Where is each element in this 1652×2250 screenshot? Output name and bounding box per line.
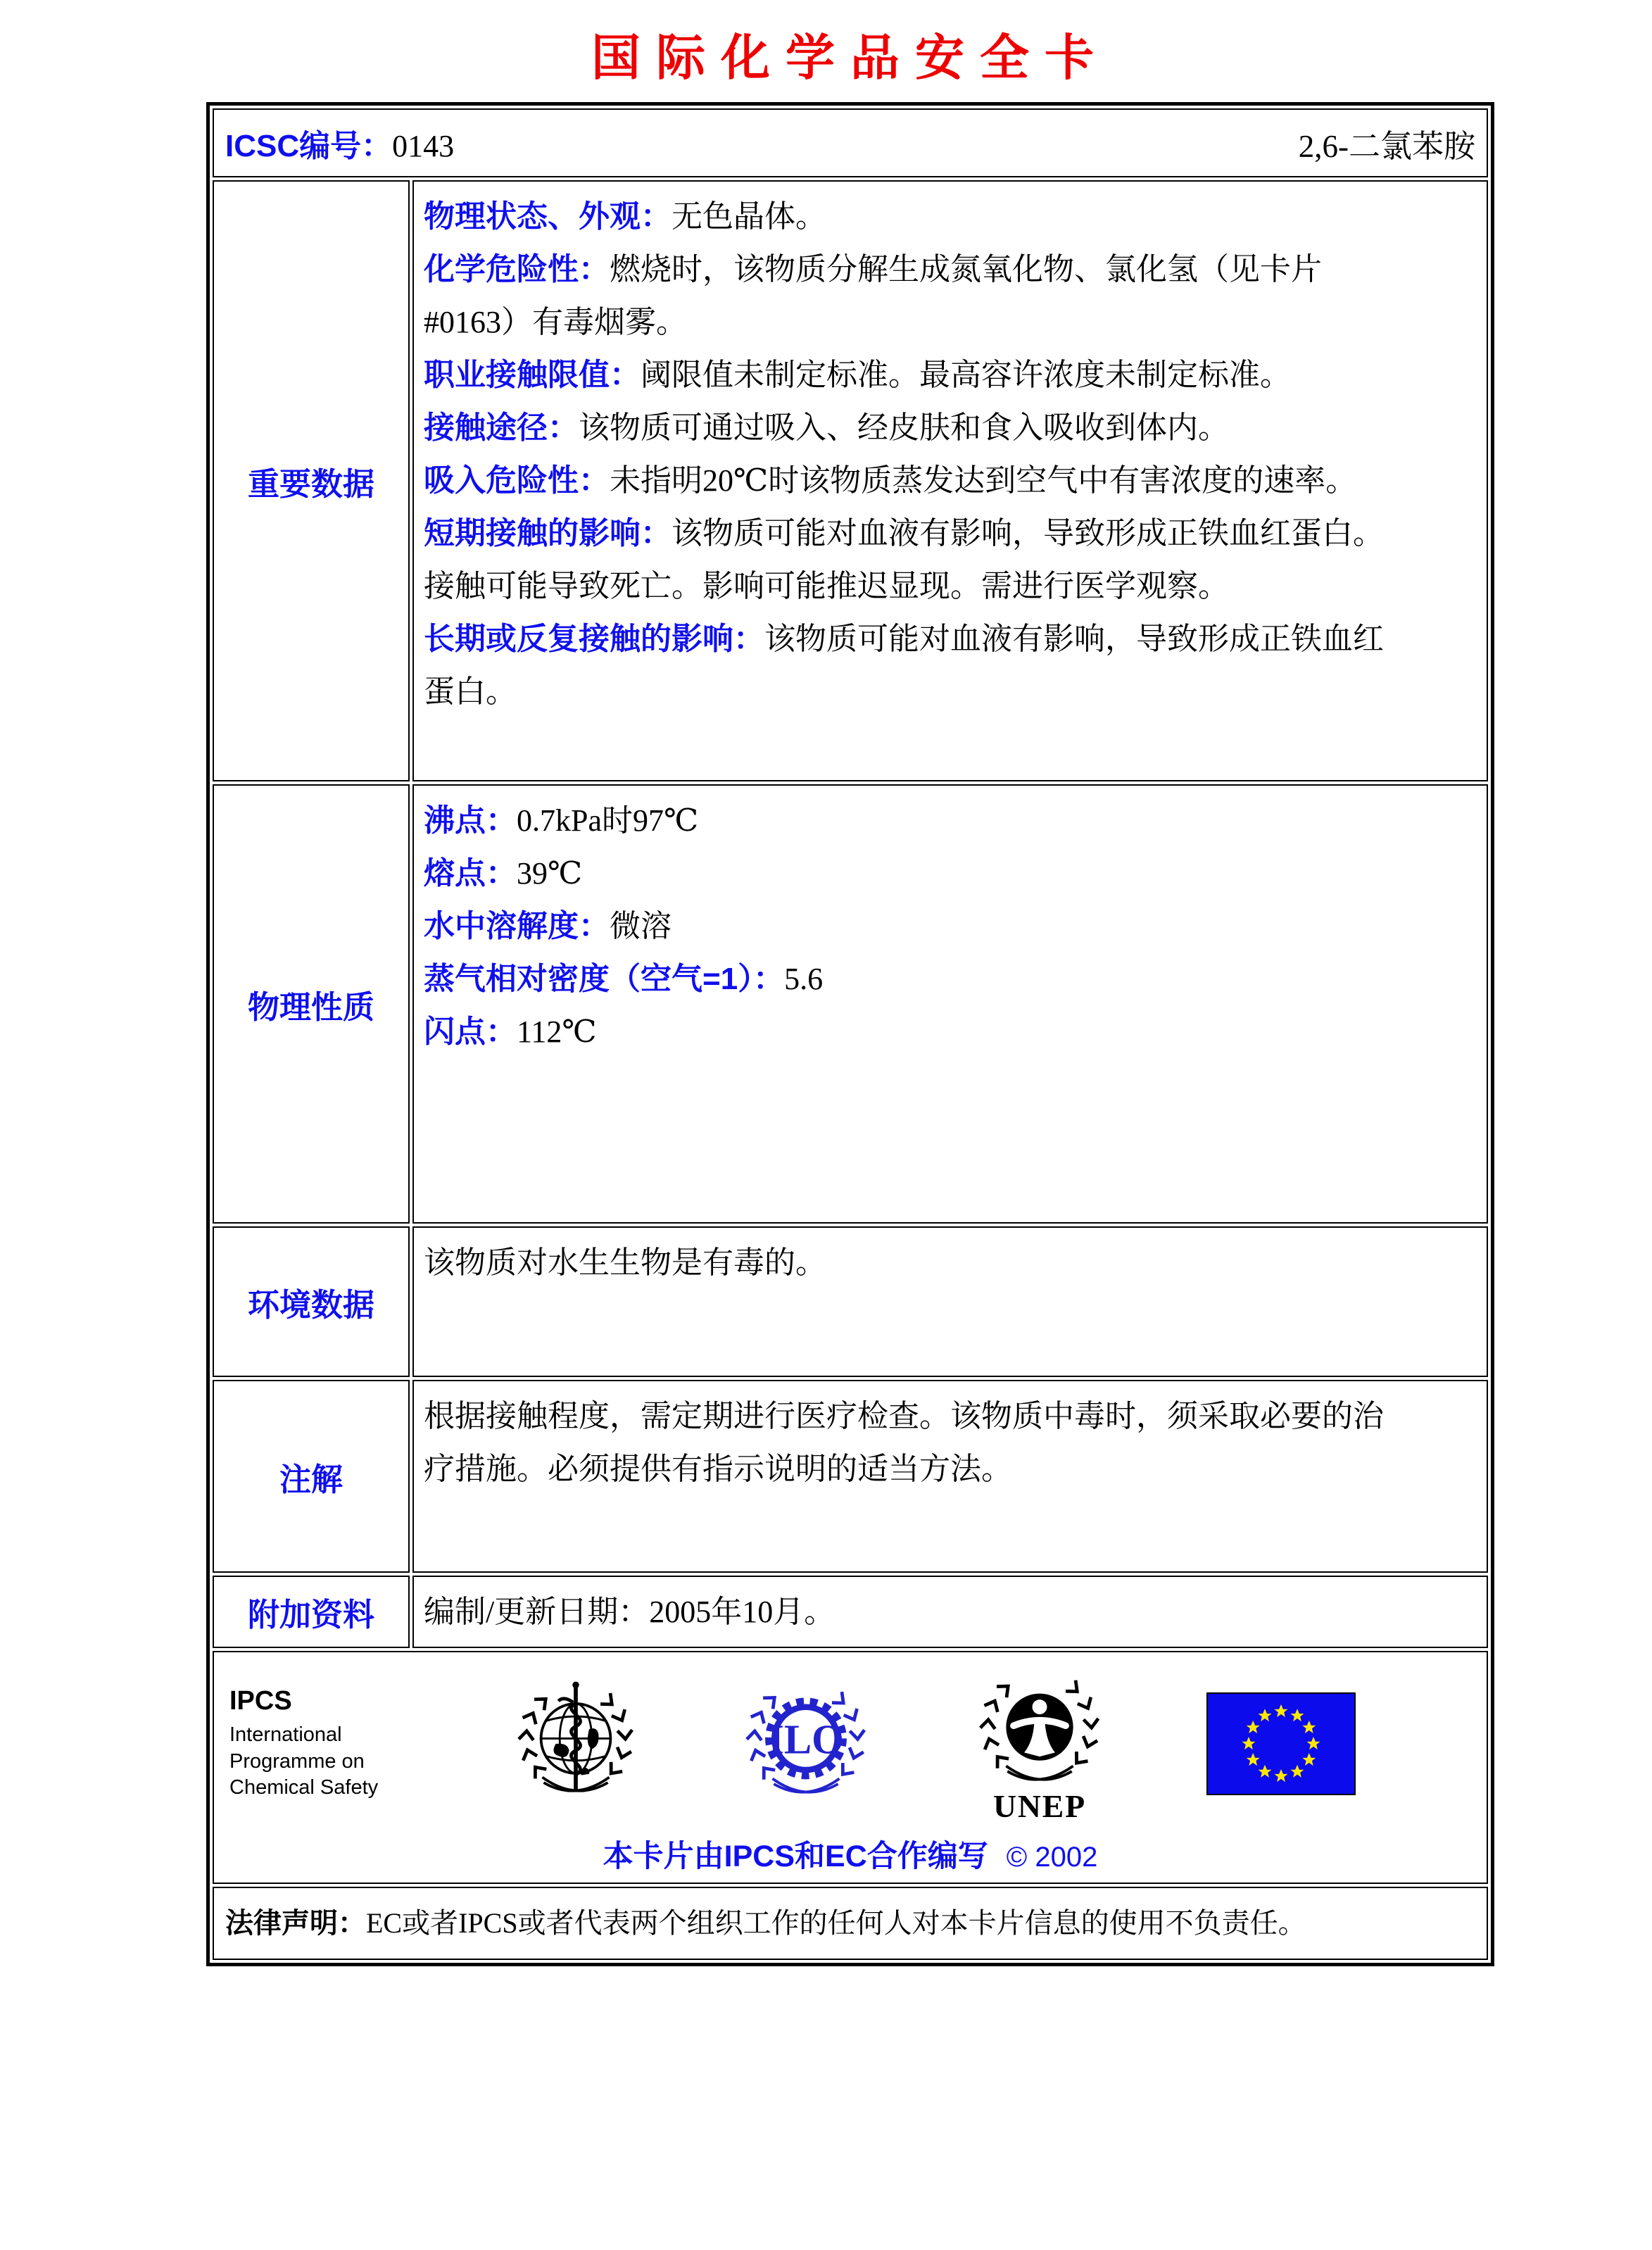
field-label: 接触途径： (424, 410, 579, 445)
field-label: 吸入危险性： (424, 463, 610, 498)
chemical-name: 2,6-二氯苯胺 (1298, 128, 1475, 164)
section-content-additional (412, 1576, 1488, 1648)
field-row (424, 507, 1413, 612)
legal-label: 法律声明： (225, 1908, 366, 1939)
field-row (424, 847, 1413, 900)
field-label: 蒸气相对密度（空气=1）： (424, 962, 785, 996)
section-content-environment (412, 1226, 1488, 1377)
field-row (424, 454, 1413, 507)
icsc-number-value: 0143 (392, 129, 455, 163)
field-row (424, 794, 1413, 847)
row-additional-info (213, 1576, 1488, 1648)
section-label-cell-notes (213, 1380, 410, 1573)
field-label: 编制/更新日期： (424, 1595, 650, 1629)
icsc-number-label: ICSC编号： (225, 129, 393, 163)
copyright-line (225, 1833, 1475, 1875)
section-label-cell-environment (213, 1226, 410, 1377)
field-label: 职业接触限值： (424, 358, 641, 392)
section-label-cell-physical (213, 784, 410, 1224)
row-notes (213, 1380, 1488, 1573)
field-value: 2005年10月。 (649, 1595, 836, 1629)
field-row (424, 1005, 1413, 1058)
row-environmental-data (213, 1226, 1488, 1377)
field-row (424, 243, 1413, 348)
field-row (424, 1585, 1413, 1638)
section-label-notes: 注解 (279, 1461, 343, 1497)
section-label-cell-additional (213, 1576, 410, 1648)
field-label: 化学危险性： (424, 252, 610, 287)
field-value: 该物质可能对血液有影响，导致形成正铁血红蛋白。 (424, 622, 1384, 709)
field-label: 短期接触的影响： (424, 516, 671, 551)
field-label: 长期或反复接触的影响： (424, 622, 764, 656)
header-cell (213, 108, 1488, 177)
icsc-card-table (206, 102, 1494, 1966)
copyright-text: 本卡片由IPCS和EC合作编写 (603, 1840, 988, 1873)
field-row (424, 190, 1413, 243)
field-row (424, 900, 1413, 953)
section-content-important (412, 180, 1488, 781)
field-label: 闪点： (424, 1014, 517, 1049)
row-legal (213, 1887, 1488, 1960)
field-value: 该物质可能对血液有影响，导致形成正铁血红蛋白。接触可能导致死亡。影响可能推迟显现。需进行医学观察。 (424, 516, 1384, 603)
section-label-important: 重要数据 (247, 465, 374, 502)
row-header (213, 108, 1488, 177)
field-value: 39℃ (517, 856, 583, 891)
icsc-number-group (225, 120, 454, 165)
page-title: 国际化学品安全卡 (591, 28, 1109, 87)
field-value: 根据接触程度，需定期进行医疗检查。该物质中毒时，须采取必要的治疗措施。必须提供有指示说明的适当方法。 (424, 1399, 1384, 1486)
field-value: 未指明20℃时该物质蒸发达到空气中有害浓度的速率。 (610, 463, 1357, 498)
field-row (424, 401, 1413, 454)
legal-text: EC或者IPCS或者代表两个组织工作的任何人对本卡片信息的使用不负责任。 (366, 1907, 1306, 1939)
field-value: 该物质对水生生物是有毒的。 (424, 1245, 826, 1280)
ipcs-subtitle: International Programme on Chemical Safety (229, 1723, 379, 1799)
field-value: 燃烧时，该物质分解生成氮氧化物、氯化氢（见卡片 #0163）有毒烟雾。 (424, 252, 1322, 339)
field-value: 5.6 (784, 962, 824, 996)
field-value: 无色晶体。 (671, 199, 826, 234)
row-logos (213, 1651, 1488, 1884)
field-label: 水中溶解度： (424, 909, 610, 943)
row-important-data (213, 180, 1488, 781)
section-content-notes (412, 1380, 1488, 1573)
copyright-year: © 2002 (1006, 1842, 1098, 1873)
field-row (424, 348, 1413, 401)
field-value: 微溶 (610, 909, 671, 943)
field-label: 熔点： (424, 856, 517, 891)
ipcs-text-block (229, 1686, 412, 1802)
field-value: 0.7kPa时97℃ (517, 803, 699, 838)
field-value: 该物质可通过吸入、经皮肤和食入吸收到体内。 (579, 410, 1229, 445)
row-physical-properties (213, 784, 1488, 1224)
eu-flag-icon (1206, 1692, 1356, 1795)
field-row (424, 953, 1413, 1005)
section-label-cell-important (213, 180, 410, 781)
section-label-environment: 环境数据 (247, 1286, 374, 1323)
field-value: 阈限值未制定标准。最高容许浓度未制定标准。 (641, 358, 1291, 392)
legal-cell (213, 1887, 1488, 1960)
ipcs-title: IPCS (229, 1685, 292, 1716)
field-label: 沸点： (424, 803, 517, 838)
logos-band (225, 1659, 1475, 1821)
unep-wordmark: UNEP (992, 1787, 1087, 1821)
logos-cell (213, 1651, 1488, 1884)
field-row (424, 612, 1413, 718)
ilo-logo-icon (739, 1677, 873, 1811)
section-content-physical (412, 784, 1488, 1224)
section-label-additional: 附加资料 (247, 1597, 374, 1633)
field-label: 物理状态、外观： (424, 199, 671, 234)
section-label-physical: 物理性质 (247, 988, 374, 1025)
unep-logo-icon (969, 1666, 1110, 1821)
field-value: 112℃ (517, 1014, 597, 1049)
who-logo-icon (509, 1677, 643, 1811)
ilo-letters: ILO (767, 1716, 845, 1763)
